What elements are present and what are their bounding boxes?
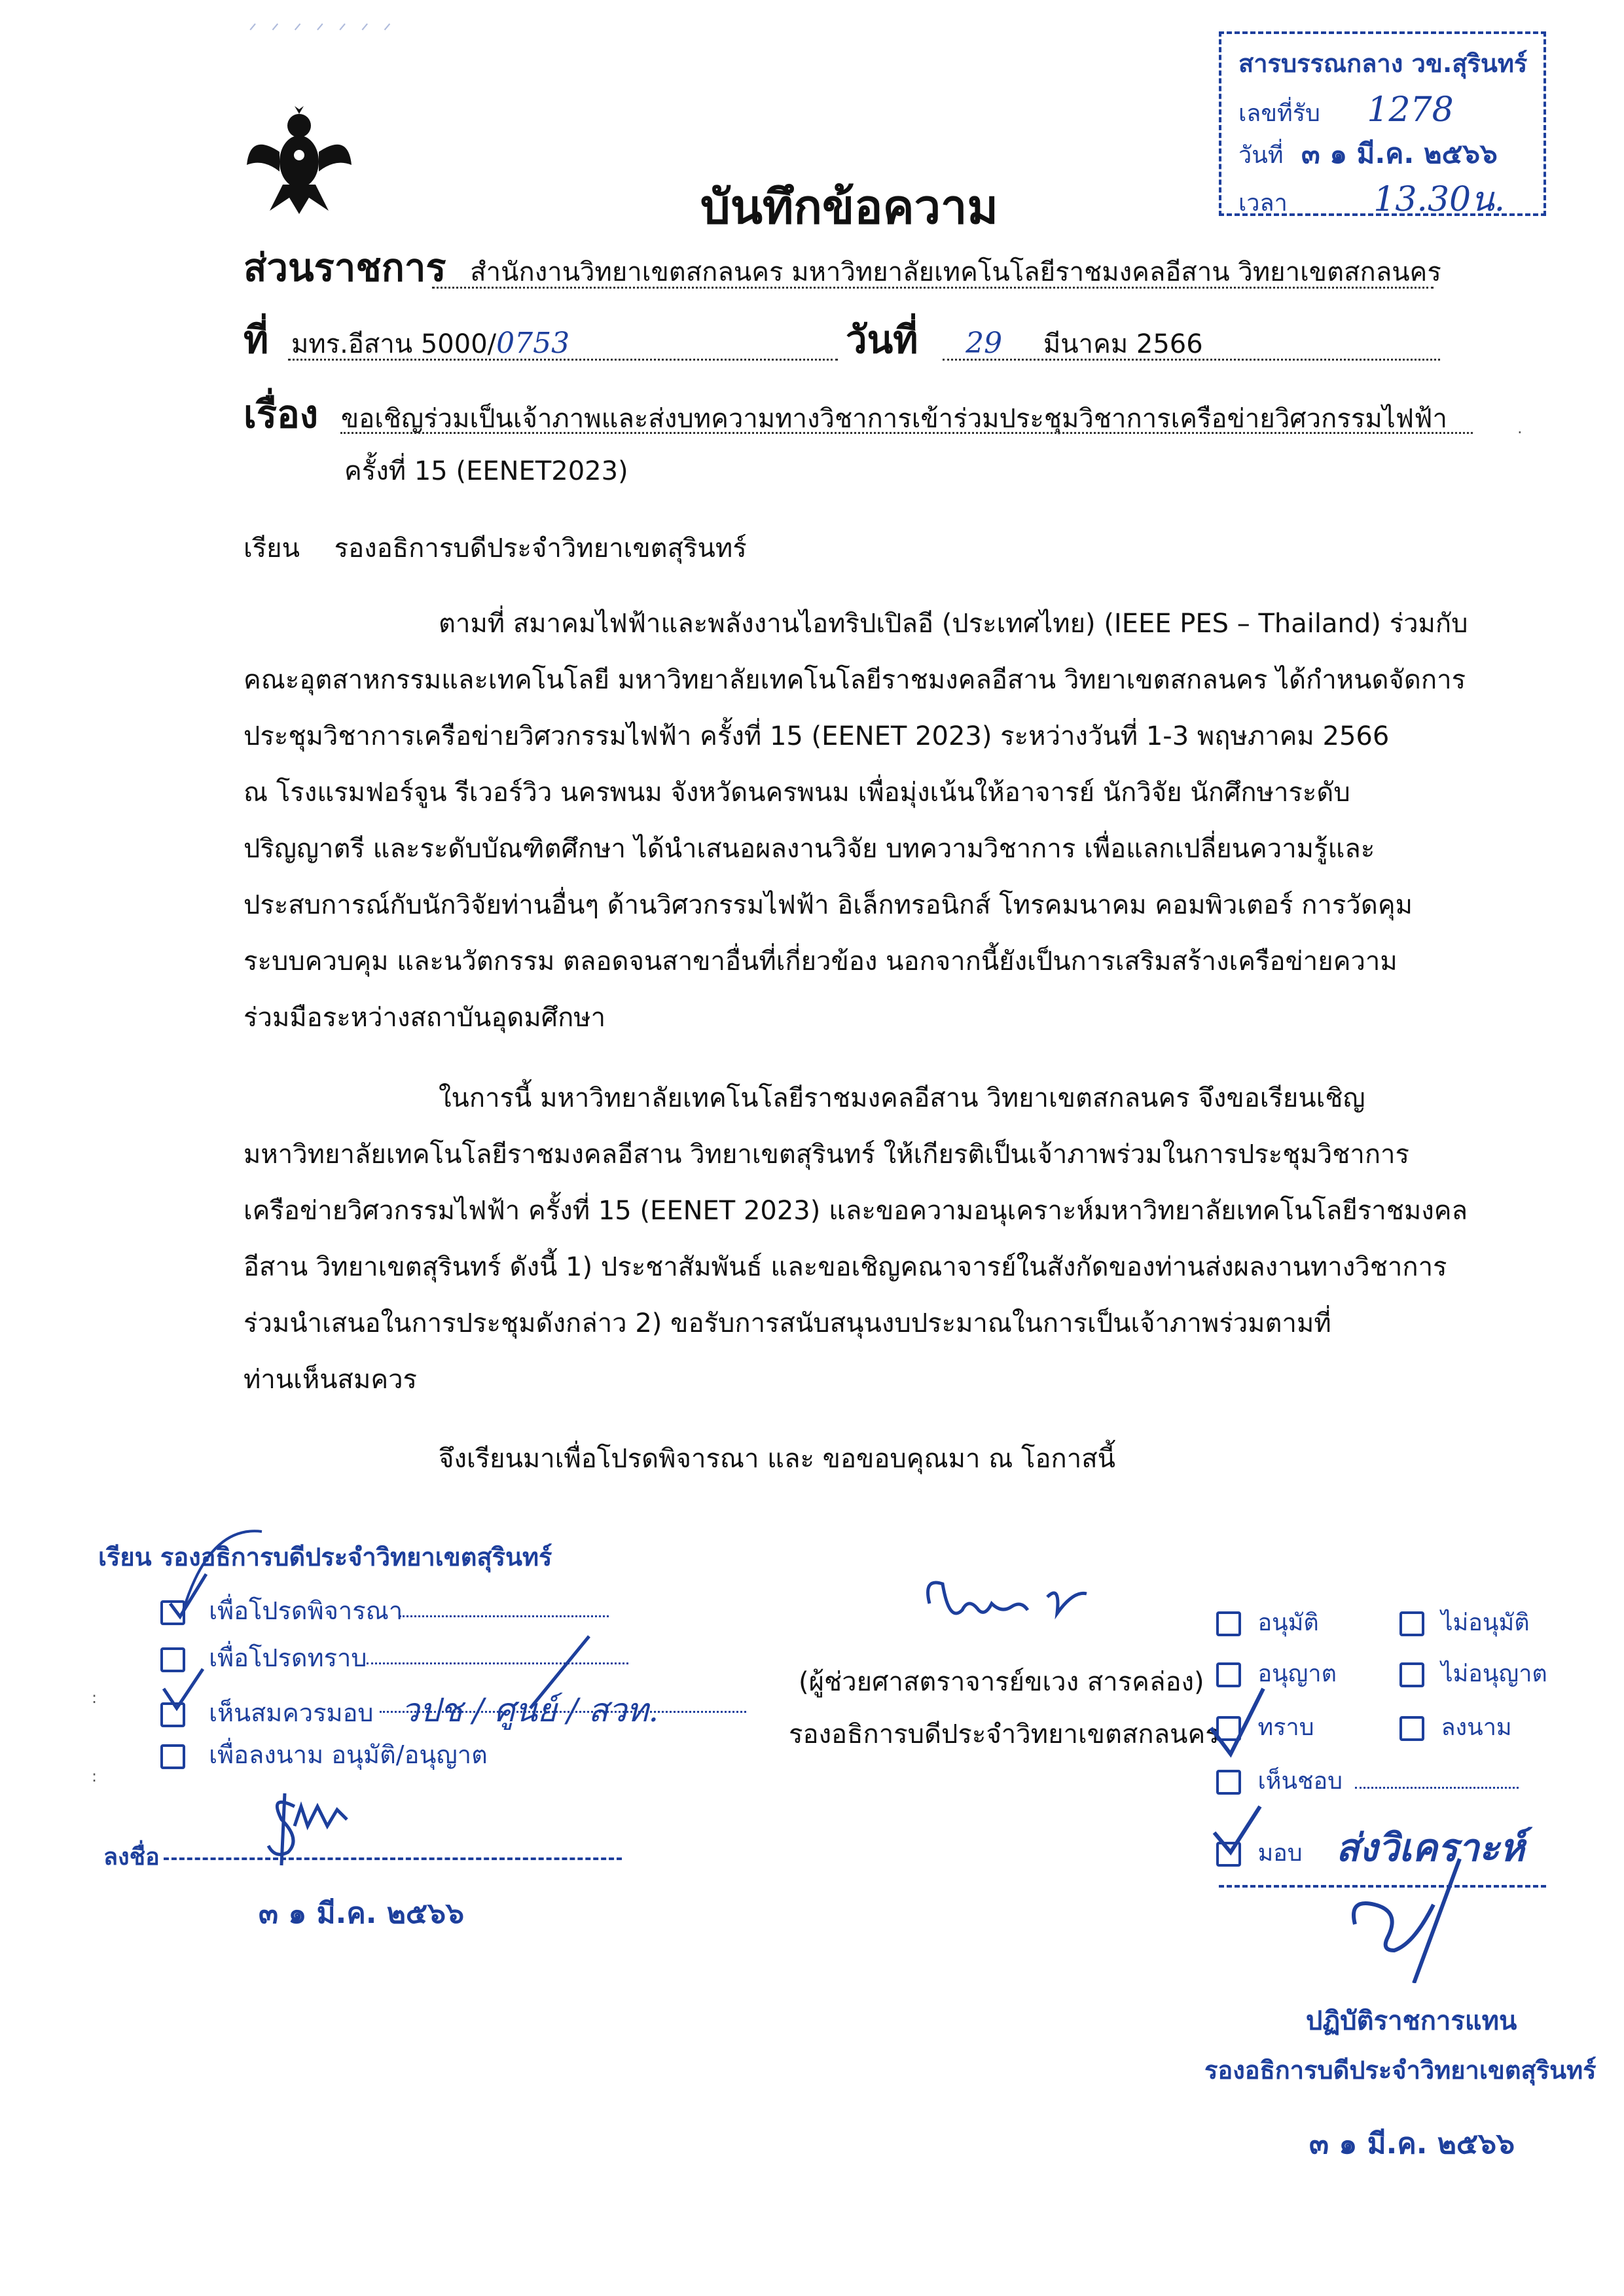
right-signature [1329,1852,1499,1983]
faint-stamp: ᐟ ᐟ ᐟ ᐟ ᐟ ᐟ ᐟ [249,20,396,43]
receipt-stamp [1219,31,1546,219]
right-option-7-label: เห็นชอบ [1257,1768,1343,1795]
p2-line-1: ในการนี้ มหาวิทยาลัยเทคโนโลยีราชมงคลอีสาน วิทยาเขตสกลนคร จึงขอเรียนเชิญ [439,1083,1365,1113]
agency-value: สำนักงานวิทยาเขตสกลนคร มหาวิทยาลัยเทคโนโลยีราชมงคลอีสาน วิทยาเขตสกลนคร [470,257,1441,287]
margin-mark-1: : [92,1689,98,1707]
left-option-3-label: เห็นสมควรมอบ [209,1698,374,1727]
p1-line-7: ระบบควบคุม และนวัตกรรม ตลอดจนสาขาอื่นที่เกี่ยวข้อง นอกจากนี้ยังเป็นการเสริมสร้างเครือข่ายความ [244,946,1398,977]
signer-position: รองอธิการบดีประจำวิทยาเขตสกลนคร [789,1719,1219,1749]
p1-line-8: ร่วมมือระหว่างสถาบันอุดมศึกษา [244,1003,606,1033]
subject-label: เรื่อง [244,392,319,437]
receipt-time-label: เวลา [1238,190,1288,217]
left-option-2-label: เพื่อโปรดทราบ [209,1643,367,1672]
right-option-4-label: ไม่อนุญาต [1441,1660,1547,1687]
agency-underline [432,287,1434,289]
receipt-number-label: เลขที่รับ [1238,100,1320,127]
agency-label: ส่วนราชการ [244,245,446,290]
p1-line-1: ตามที่ สมาคมไฟฟ้าและพลังงานไอทริปเปิลอี (ประเทศไทย) (IEEE PES – Thailand) ร่วมกับ [439,609,1468,639]
right-option-3-label: อนุญาต [1257,1660,1337,1687]
left-signature [255,1780,399,1878]
margin-mark-3: . [1517,419,1523,437]
date-label: วันที่ [846,317,918,362]
p1-line-3: ประชุมวิชาการเครือข่ายวิศวกรรมไฟฟ้า ครั้งที่ 15 (EENET 2023) ระหว่างวันที่ 1-3 พฤษภาคม 2566 [244,721,1390,751]
receipt-time: 13.30น. [1373,180,1506,219]
p2-line-5: ร่วมนำเสนอในการประชุมดังกล่าว 2) ขอรับการสนับสนุนงบประมาณในการเป็นเจ้าภาพร่วมตามที่ [244,1308,1331,1338]
left-sign-label: ลงชื่อ [103,1844,160,1871]
receipt-date-label: วันที่ [1238,142,1284,169]
date-day-hand: 29 [965,327,1003,360]
right-assign-hand: ส่งวิเคราะห์ [1336,1825,1525,1870]
right-option-7-line [1355,1787,1519,1789]
date-value: มีนาคม 2566 [1043,329,1203,359]
right-option-8-label: มอบ [1257,1840,1303,1867]
receipt-date: ๓ ๑ มี.ค. ๒๕๖๖ [1301,137,1498,170]
right-acting: ปฏิบัติราชการแทน [1306,2006,1517,2036]
subject-underline [340,432,1473,434]
ref-number-hand: 0753 [496,327,570,360]
to-value: รองอธิการบดีประจำวิทยาเขตสุรินทร์ [334,533,747,564]
left-sign-line [164,1857,622,1860]
subject-line1: ขอเชิญร่วมเป็นเจ้าภาพและส่งบทความทางวิชาการเข้าร่วมประชุมวิชาการเครือข่ายวิศวกรรมไฟฟ้า [340,404,1447,434]
right-option-5-label: ทราบ [1257,1714,1314,1741]
receipt-office: สารบรรณกลาง วข.สุรินทร์ [1238,49,1528,78]
right-option-1-label: อนุมัติ [1257,1609,1319,1636]
closing-line: จึงเรียนมาเพื่อโปรดพิจารณา และ ขอขอบคุณมา ณ โอกาสนี้ [439,1444,1115,1474]
p2-line-4: อีสาน วิทยาเขตสุรินทร์ ดังนี้ 1) ประชาสัมพันธ์ และขอเชิญคณาจารย์ในสังกัดของท่านส่งผลงานทางวิชาการ [244,1252,1447,1282]
signer-name: (ผู้ช่วยศาสตราจารย์ขเวง สารคล่อง) [799,1667,1204,1697]
right-option-6-label: ลงนาม [1441,1714,1512,1741]
p2-line-6: ท่านเห็นสมควร [244,1365,418,1395]
ref-value: มทร.อีสาน 5000/ [291,329,497,359]
subject-line2: ครั้งที่ 15 (EENET2023) [344,456,628,486]
left-option-1-label: เพื่อโปรดพิจารณา [209,1596,403,1625]
p1-line-5: ปริญญาตรี และระดับบัณฑิตศึกษา ได้นำเสนอผลงานวิจัย บทความวิชาการ เพื่อแลกเปลี่ยนความรู้และ [244,834,1375,864]
right-option-1-checkbox [1216,1611,1241,1636]
right-position: รองอธิการบดีประจำวิทยาเขตสุรินทร์ [1204,2056,1597,2085]
document-title: บันทึกข้อความ [700,179,998,234]
left-check-marks [131,1512,851,1721]
left-option-4-checkbox [160,1744,185,1769]
sender-signature [916,1564,1113,1643]
right-option-2-label: ไม่อนุมัติ [1441,1609,1530,1636]
left-stamp-to: เรียน รองอธิการบดีประจำวิทยาเขตสุรินทร์ [98,1543,552,1571]
ref-underline [288,359,838,361]
receipt-number: 1278 [1367,90,1454,130]
p1-line-6: ประสบการณ์กับนักวิจัยท่านอื่นๆ ด้านวิศวกรรมไฟฟ้า อิเล็กทรอนิกส์ โทรคมนาคม คอมพิวเตอร์ การวัดคุม [244,890,1413,920]
p2-line-2: มหาวิทยาลัยเทคโนโลยีราชมงคลอีสาน วิทยาเขตสุรินทร์ ให้เกียรติเป็นเจ้าภาพร่วมในการประชุมวิชาการ [244,1139,1409,1170]
p2-line-3: เครือข่ายวิศวกรรมไฟฟ้า ครั้งที่ 15 (EENET 2023) และขอความอนุเคราะห์มหาวิทยาลัยเทคโนโลยีราชมงคล [244,1196,1468,1226]
date-underline [943,359,1440,361]
left-stamp-date: ๓ ๑ มี.ค. ๒๕๖๖ [259,1897,464,1930]
p1-line-2: คณะอุตสาหกรรมและเทคโนโลยี มหาวิทยาลัยเทคโนโลยีราชมงคลอีสาน วิทยาเขตสกลนคร ได้กำหนดจัดการ [244,665,1466,695]
left-option-4-label: เพื่อลงนาม อนุมัติ/อนุญาต [209,1740,488,1769]
garuda-emblem-icon [244,106,355,217]
right-option-6-checkbox [1399,1716,1424,1741]
right-option-2-checkbox [1399,1611,1424,1636]
right-stamp-date: ๓ ๑ มี.ค. ๒๕๖๖ [1309,2127,1515,2161]
left-assign-hand: วปช / ศูนย์ / สวท. [401,1691,659,1729]
margin-mark-2: : [92,1767,98,1785]
right-option-4-checkbox [1399,1662,1424,1687]
ref-label: ที่ [244,317,269,362]
right-check-marks [1204,1676,1335,1859]
to-label: เรียน [244,533,300,564]
p1-line-4: ณ โรงแรมฟอร์จูน รีเวอร์วิว นครพนม จังหวัดนครพนม เพื่อมุ่งเน้นให้อาจารย์ นักวิจัย นักศึกษาระดับ [244,778,1350,808]
